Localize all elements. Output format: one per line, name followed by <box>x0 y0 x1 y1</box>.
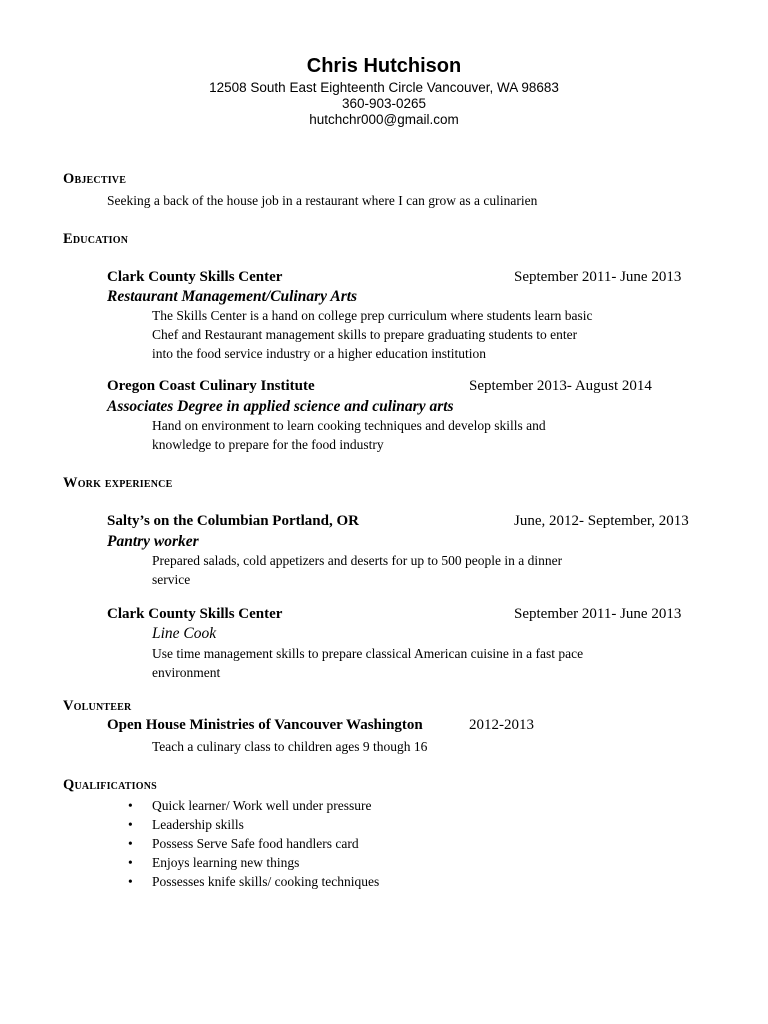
education-org: Oregon Coast Culinary Institute <box>107 378 315 394</box>
work-org: Salty’s on the Columbian Portland, OR <box>107 513 359 529</box>
list-item: • Possesses knife skills/ cooking techniques <box>128 872 379 891</box>
email: hutchchr000@gmail.com <box>309 112 459 127</box>
volunteer-org: Open House Ministries of Vancouver Washington <box>107 717 423 733</box>
volunteer-text: Teach a culinary class to children ages 9 though 16 <box>152 739 428 754</box>
work-heading: Work experience <box>63 475 173 491</box>
work-dates: June, 2012- September, 2013 <box>514 513 689 529</box>
objective-text: Seeking a back of the house job in a restaurant where I can grow as a culinarien <box>107 193 538 208</box>
description-line: service <box>152 572 191 587</box>
work-dates: September 2011- June 2013 <box>514 606 682 622</box>
description-line: knowledge to prepare for the food industry <box>152 437 384 452</box>
address: 12508 South East Eighteenth Circle Vancouver, WA 98683 <box>209 80 559 95</box>
work-description <box>152 644 583 682</box>
education-org: Clark County Skills Center <box>107 269 283 285</box>
candidate-name: Chris Hutchison <box>306 55 462 77</box>
list-item: • Possess Serve Safe food handlers card <box>128 834 379 853</box>
phone: 360-903-0265 <box>341 96 427 111</box>
education-description <box>152 306 593 363</box>
volunteer-heading: Volunteer <box>63 698 132 714</box>
work-description <box>152 551 562 589</box>
description-line: Chef and Restaurant management skills to prepare graduating students to enter <box>152 327 578 342</box>
qualifications-heading: Qualifications <box>63 777 157 793</box>
work-role: Line Cook <box>152 625 217 642</box>
education-dates: September 2013- August 2014 <box>469 378 652 394</box>
education-description <box>152 416 546 454</box>
description-line: Hand on environment to learn cooking techniques and develop skills and <box>152 418 546 433</box>
description-line: into the food service industry or a higher education institution <box>152 346 487 361</box>
description-line: Use time management skills to prepare classical American cuisine in a fast pace <box>152 646 584 661</box>
work-role: Pantry worker <box>107 533 199 550</box>
education-program: Associates Degree in applied science and culinary arts <box>107 398 454 415</box>
description-line: The Skills Center is a hand on college prep curriculum where students learn basic <box>152 308 593 323</box>
description-line: environment <box>152 665 221 680</box>
education-heading: Education <box>63 231 129 247</box>
list-item: • Quick learner/ Work well under pressure <box>128 796 379 815</box>
education-dates: September 2011- June 2013 <box>514 269 682 285</box>
list-item: • Enjoys learning new things <box>128 853 379 872</box>
qualifications-list <box>128 796 379 891</box>
education-program: Restaurant Management/Culinary Arts <box>107 288 358 305</box>
work-org: Clark County Skills Center <box>107 606 283 622</box>
objective-heading: Objective <box>63 171 127 187</box>
description-line: Prepared salads, cold appetizers and deserts for up to 500 people in a dinner <box>152 553 563 568</box>
list-item: • Leadership skills <box>128 815 379 834</box>
volunteer-dates: 2012-2013 <box>469 717 534 733</box>
